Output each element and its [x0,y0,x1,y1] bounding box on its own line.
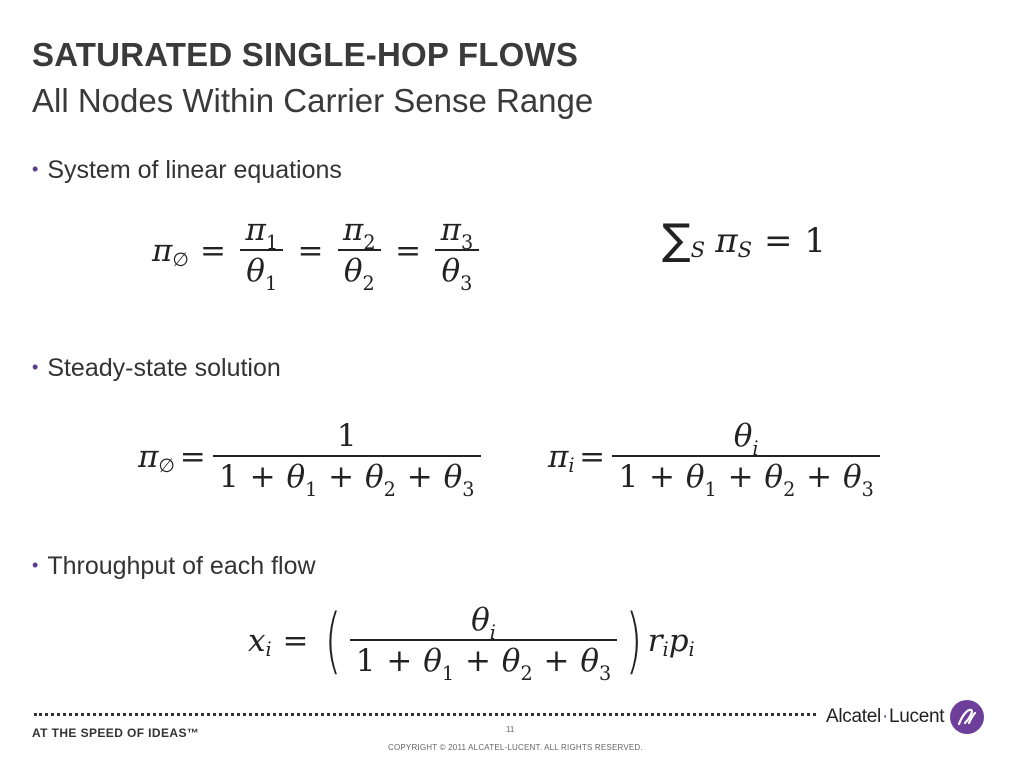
symbol-r: r [647,622,663,659]
value-one: 1 [355,643,376,680]
symbol-sigma: ∑ [662,216,691,265]
fraction-pi3-theta3 [434,212,479,295]
symbol-theta: θ [685,459,705,496]
symbol-theta: θ [246,253,265,290]
bullet-steady-state [32,354,281,383]
fraction-pi2-theta2 [337,212,382,295]
symbol-pi: π [715,220,738,261]
symbol-theta: θ [471,602,490,638]
subscript: 2 [363,230,376,254]
subscript: 1 [265,230,279,254]
right-parenthesis: ) [625,598,643,682]
operator-plus: + [727,459,754,496]
operator-plus: + [464,643,491,680]
subscript-empty: ∅ [158,453,176,477]
operator-plus: + [649,459,676,496]
equation-throughput [248,598,695,685]
operator-equals: = [179,438,206,475]
page-number: 11 [506,725,515,734]
symbol-pi: π [440,212,461,248]
left-parenthesis: ( [324,598,342,682]
symbol-theta: θ [842,459,862,496]
fraction-throughput [350,602,618,685]
subscript: 3 [599,661,612,685]
alcatel-lucent-swirl-icon [950,700,984,734]
operator-plus: + [543,643,570,680]
operator-equals: = [395,232,422,269]
logo-wordmark: Alcatel·Lucent [826,706,945,727]
fraction-pi1-theta1 [239,212,284,295]
value-one: 1 [618,459,639,496]
subscript-i: i [265,637,272,661]
equation-balance [152,212,482,295]
equation-normalization [662,216,826,265]
equation-pi-i [548,418,883,501]
symbol-theta: θ [764,459,784,496]
symbol-theta: θ [441,253,461,290]
operator-plus: + [806,459,833,496]
subscript: 3 [462,477,475,501]
bullet-text: Throughput of each flow [47,552,316,580]
operator-plus: + [386,643,413,680]
footer-copyright: COPYRIGHT © 2011 ALCATEL-LUCENT. ALL RIGHTS RESERVED. [388,743,643,752]
bullet-linear-equations [32,156,342,185]
symbol-x: x [248,622,266,659]
bullet-marker: • [32,555,39,575]
operator-plus: + [328,459,355,496]
subscript-s: S [737,237,753,263]
symbol-theta: θ [423,643,442,680]
subscript-i: i [688,637,695,661]
value-one: 1 [219,459,239,496]
value-one: 1 [336,418,357,454]
footer-divider [34,713,816,716]
subscript: 3 [861,477,874,501]
symbol-theta: θ [580,643,599,680]
bullet-marker: • [32,357,39,377]
subscript-i: i [662,637,669,661]
subscript: 2 [362,271,375,295]
subscript: 1 [441,661,455,685]
bullet-text: System of linear equations [47,156,342,184]
subscript: 3 [460,230,474,254]
slide-title: SATURATED SINGLE-HOP FLOWS [32,36,579,73]
footer-tagline: AT THE SPEED OF IDEAS™ [32,726,200,740]
subscript: 1 [264,271,278,295]
subscript: 2 [520,661,533,685]
operator-plus: + [406,459,433,496]
alcatel-lucent-logo [826,700,984,734]
subscript: 2 [783,477,796,501]
symbol-theta: θ [286,459,306,496]
symbol-pi: π [138,438,159,475]
subscript-s: S [690,237,706,263]
symbol-p: p [668,622,689,659]
operator-equals: = [579,438,606,475]
symbol-pi: π [343,212,364,248]
subscript-i: i [568,453,575,477]
symbol-theta: θ [365,459,384,496]
symbol-pi: π [245,212,266,248]
subscript: 1 [704,477,717,501]
bullet-text: Steady-state solution [47,354,281,382]
symbol-theta: θ [343,253,363,290]
subscript: 2 [383,477,396,501]
operator-equals: = [297,232,324,269]
operator-equals: = [199,232,226,269]
symbol-pi: π [548,438,569,475]
value-one: 1 [804,220,827,261]
subscript: 1 [305,477,318,501]
symbol-theta: θ [733,418,753,454]
symbol-pi: π [152,232,173,269]
fraction-steady-empty [213,418,481,501]
subscript-i: i [489,620,496,644]
symbol-theta: θ [443,459,463,496]
fraction-steady-i [612,418,880,501]
bullet-marker: • [32,159,39,179]
operator-equals: = [282,622,309,659]
bullet-throughput [32,552,316,581]
symbol-theta: θ [501,643,521,680]
operator-equals: = [763,220,793,261]
subscript: 3 [460,271,473,295]
subscript-empty: ∅ [172,247,190,271]
equation-pi-empty [138,418,483,501]
subscript-i: i [752,436,759,460]
operator-plus: + [249,459,276,496]
slide-subtitle: All Nodes Within Carrier Sense Range [32,82,594,119]
